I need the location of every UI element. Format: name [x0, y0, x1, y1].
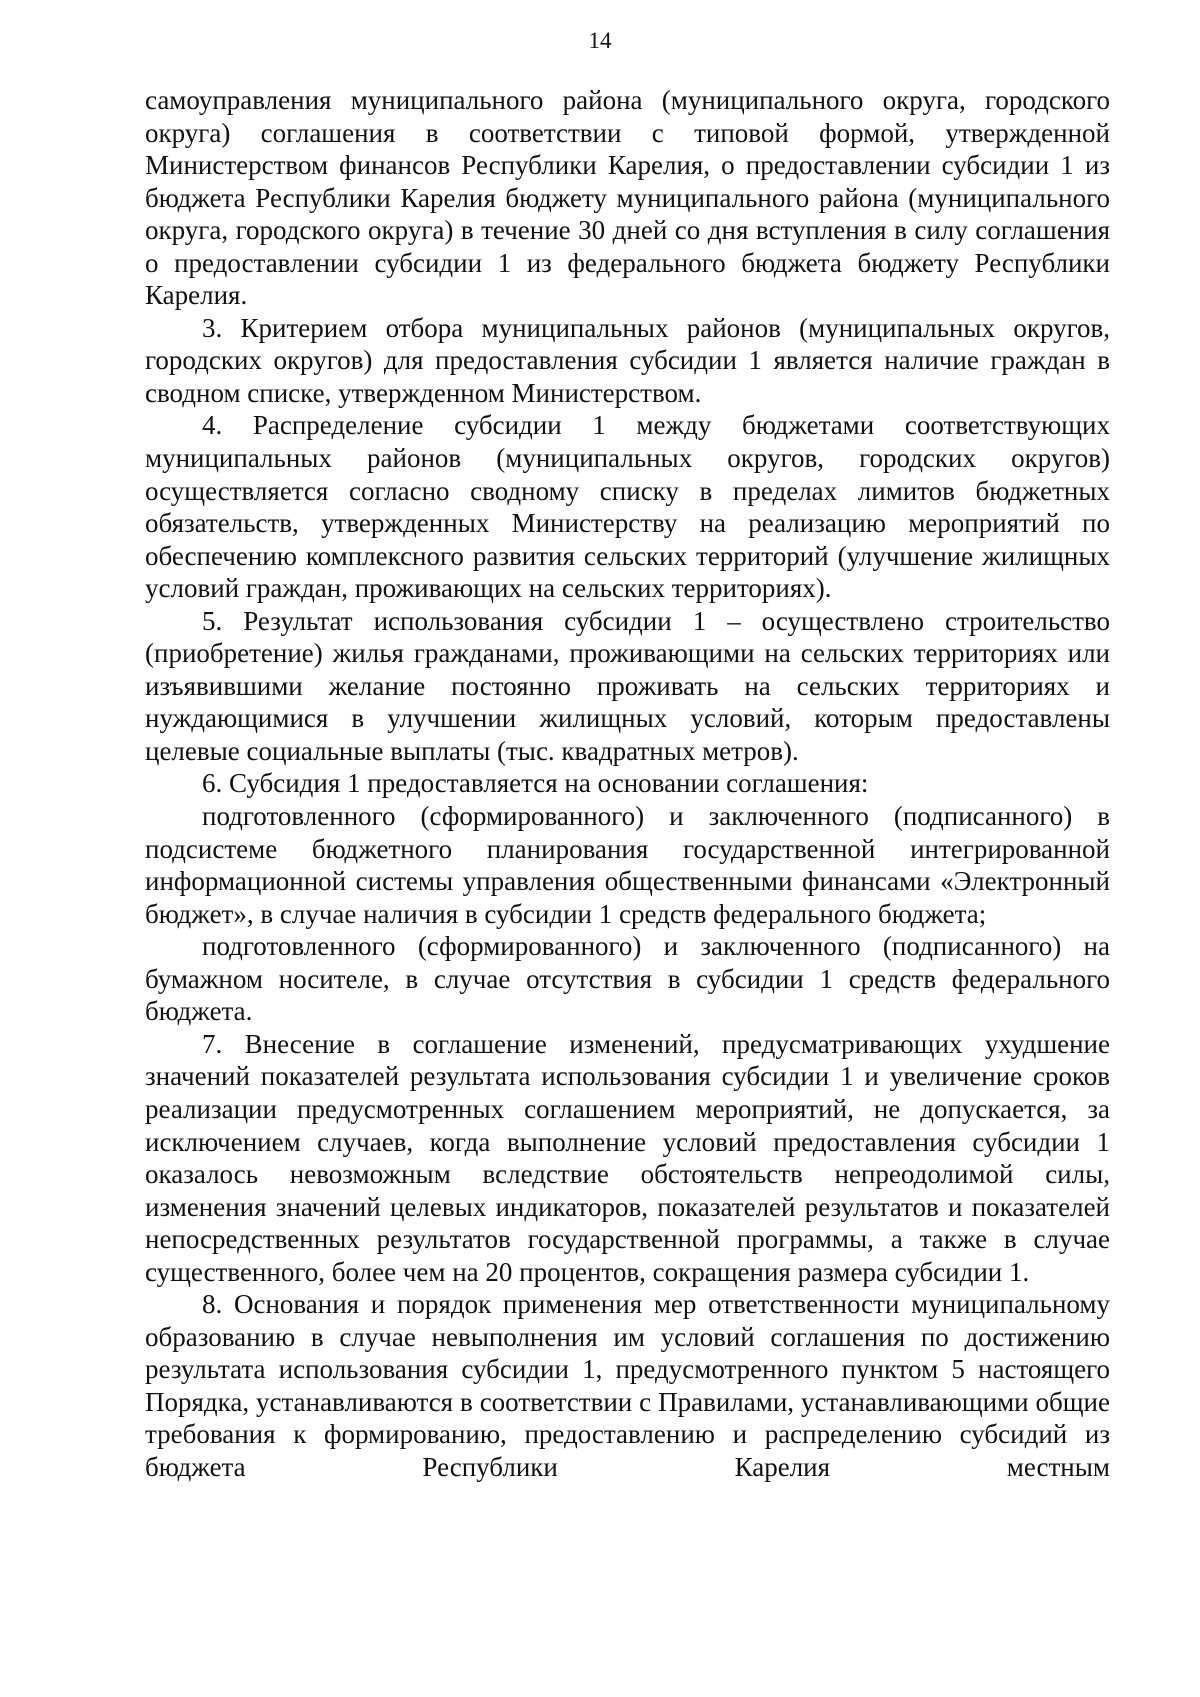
page-number: 14: [588, 28, 612, 53]
paragraph-item-8: 8. Основания и порядок применения мер ответственности муниципальному образованию в случае невыполнения им условий соглашения по достижению результата использования субсидии 1, предусмотренного пунктом 5 настоящего Порядка, устанавливаются в соответствии с Правилами, устанавливающими общие требования к формированию, предоставлению и распределению субсидий из бюджета Республики Карелия местным: [145, 1289, 1110, 1482]
paragraph-continuation: самоуправления муниципального района (муниципального округа, городского округа) соглашения в соответствии с типовой формой, утвержденной Министерством финансов Республики Карелия, о предоставлении субсидии 1 из бюджета Республики Карелия бюджету муниципального района (муниципального округа, городского округа) в течение 30 дней со дня вступления в силу соглашения о предоставлении субсидии 1 из федерального бюджета бюджету Республики Карелия.: [145, 85, 1110, 311]
paragraph-item-6-subclause-2: подготовленного (сформированного) и заключенного (подписанного) на бумажном носителе, в случае отсутствия в субсидии 1 средств федерального бюджета.: [145, 931, 1110, 1027]
paragraph-item-4: 4. Распределение субсидии 1 между бюджетами соответствующих муниципальных районов (муниципальных округов, городских округов) осуществляется согласно сводному списку в пределах лимитов бюджетных обязательств, утвержденных Министерству на реализацию мероприятий по обеспечению комплексного развития сельских территорий (улучшение жилищных условий граждан, проживающих на сельских территориях).: [145, 410, 1110, 604]
paragraph-item-6-subclause-1: подготовленного (сформированного) и заключенного (подписанного) в подсистеме бюджетного планирования государственной интегрированной информационной системы управления общественными финансами «Электронный бюджет», в случае наличия в субсидии 1 средств федерального бюджета;: [145, 801, 1110, 929]
paragraph-item-6: 6. Субсидия 1 предоставляется на основании соглашения:: [202, 768, 869, 799]
paragraph-item-5: 5. Результат использования субсидии 1 – осуществлено строительство (приобретение) жилья гражданами, проживающими на сельских территориях или изъявившими желание постоянно проживать на сельских территориях и нуждающимися в улучшении жилищных условий, которым предоставлены целевые социальные выплаты (тыс. квадратных метров).: [145, 605, 1110, 766]
paragraph-item-7: 7. Внесение в соглашение изменений, предусматривающих ухудшение значений показателей результата использования субсидии 1 и увеличение сроков реализации предусмотренных соглашением мероприятий, не допускается, за исключением случаев, когда выполнение условий предоставления субсидии 1 оказалось невозможным вследствие обстоятельств непреодолимой силы, изменения значений целевых индикаторов, показателей результатов и показателей непосредственных результатов государственной программы, а также в случае существенного, более чем на 20 процентов, сокращения размера субсидии 1.: [145, 1028, 1110, 1287]
document-body: [145, 84, 1110, 1484]
paragraph-item-3: 3. Критерием отбора муниципальных районов (муниципальных округов, городских округов) для предоставления субсидии 1 является наличие граждан в сводном списке, утвержденном Министерством.: [145, 312, 1110, 408]
